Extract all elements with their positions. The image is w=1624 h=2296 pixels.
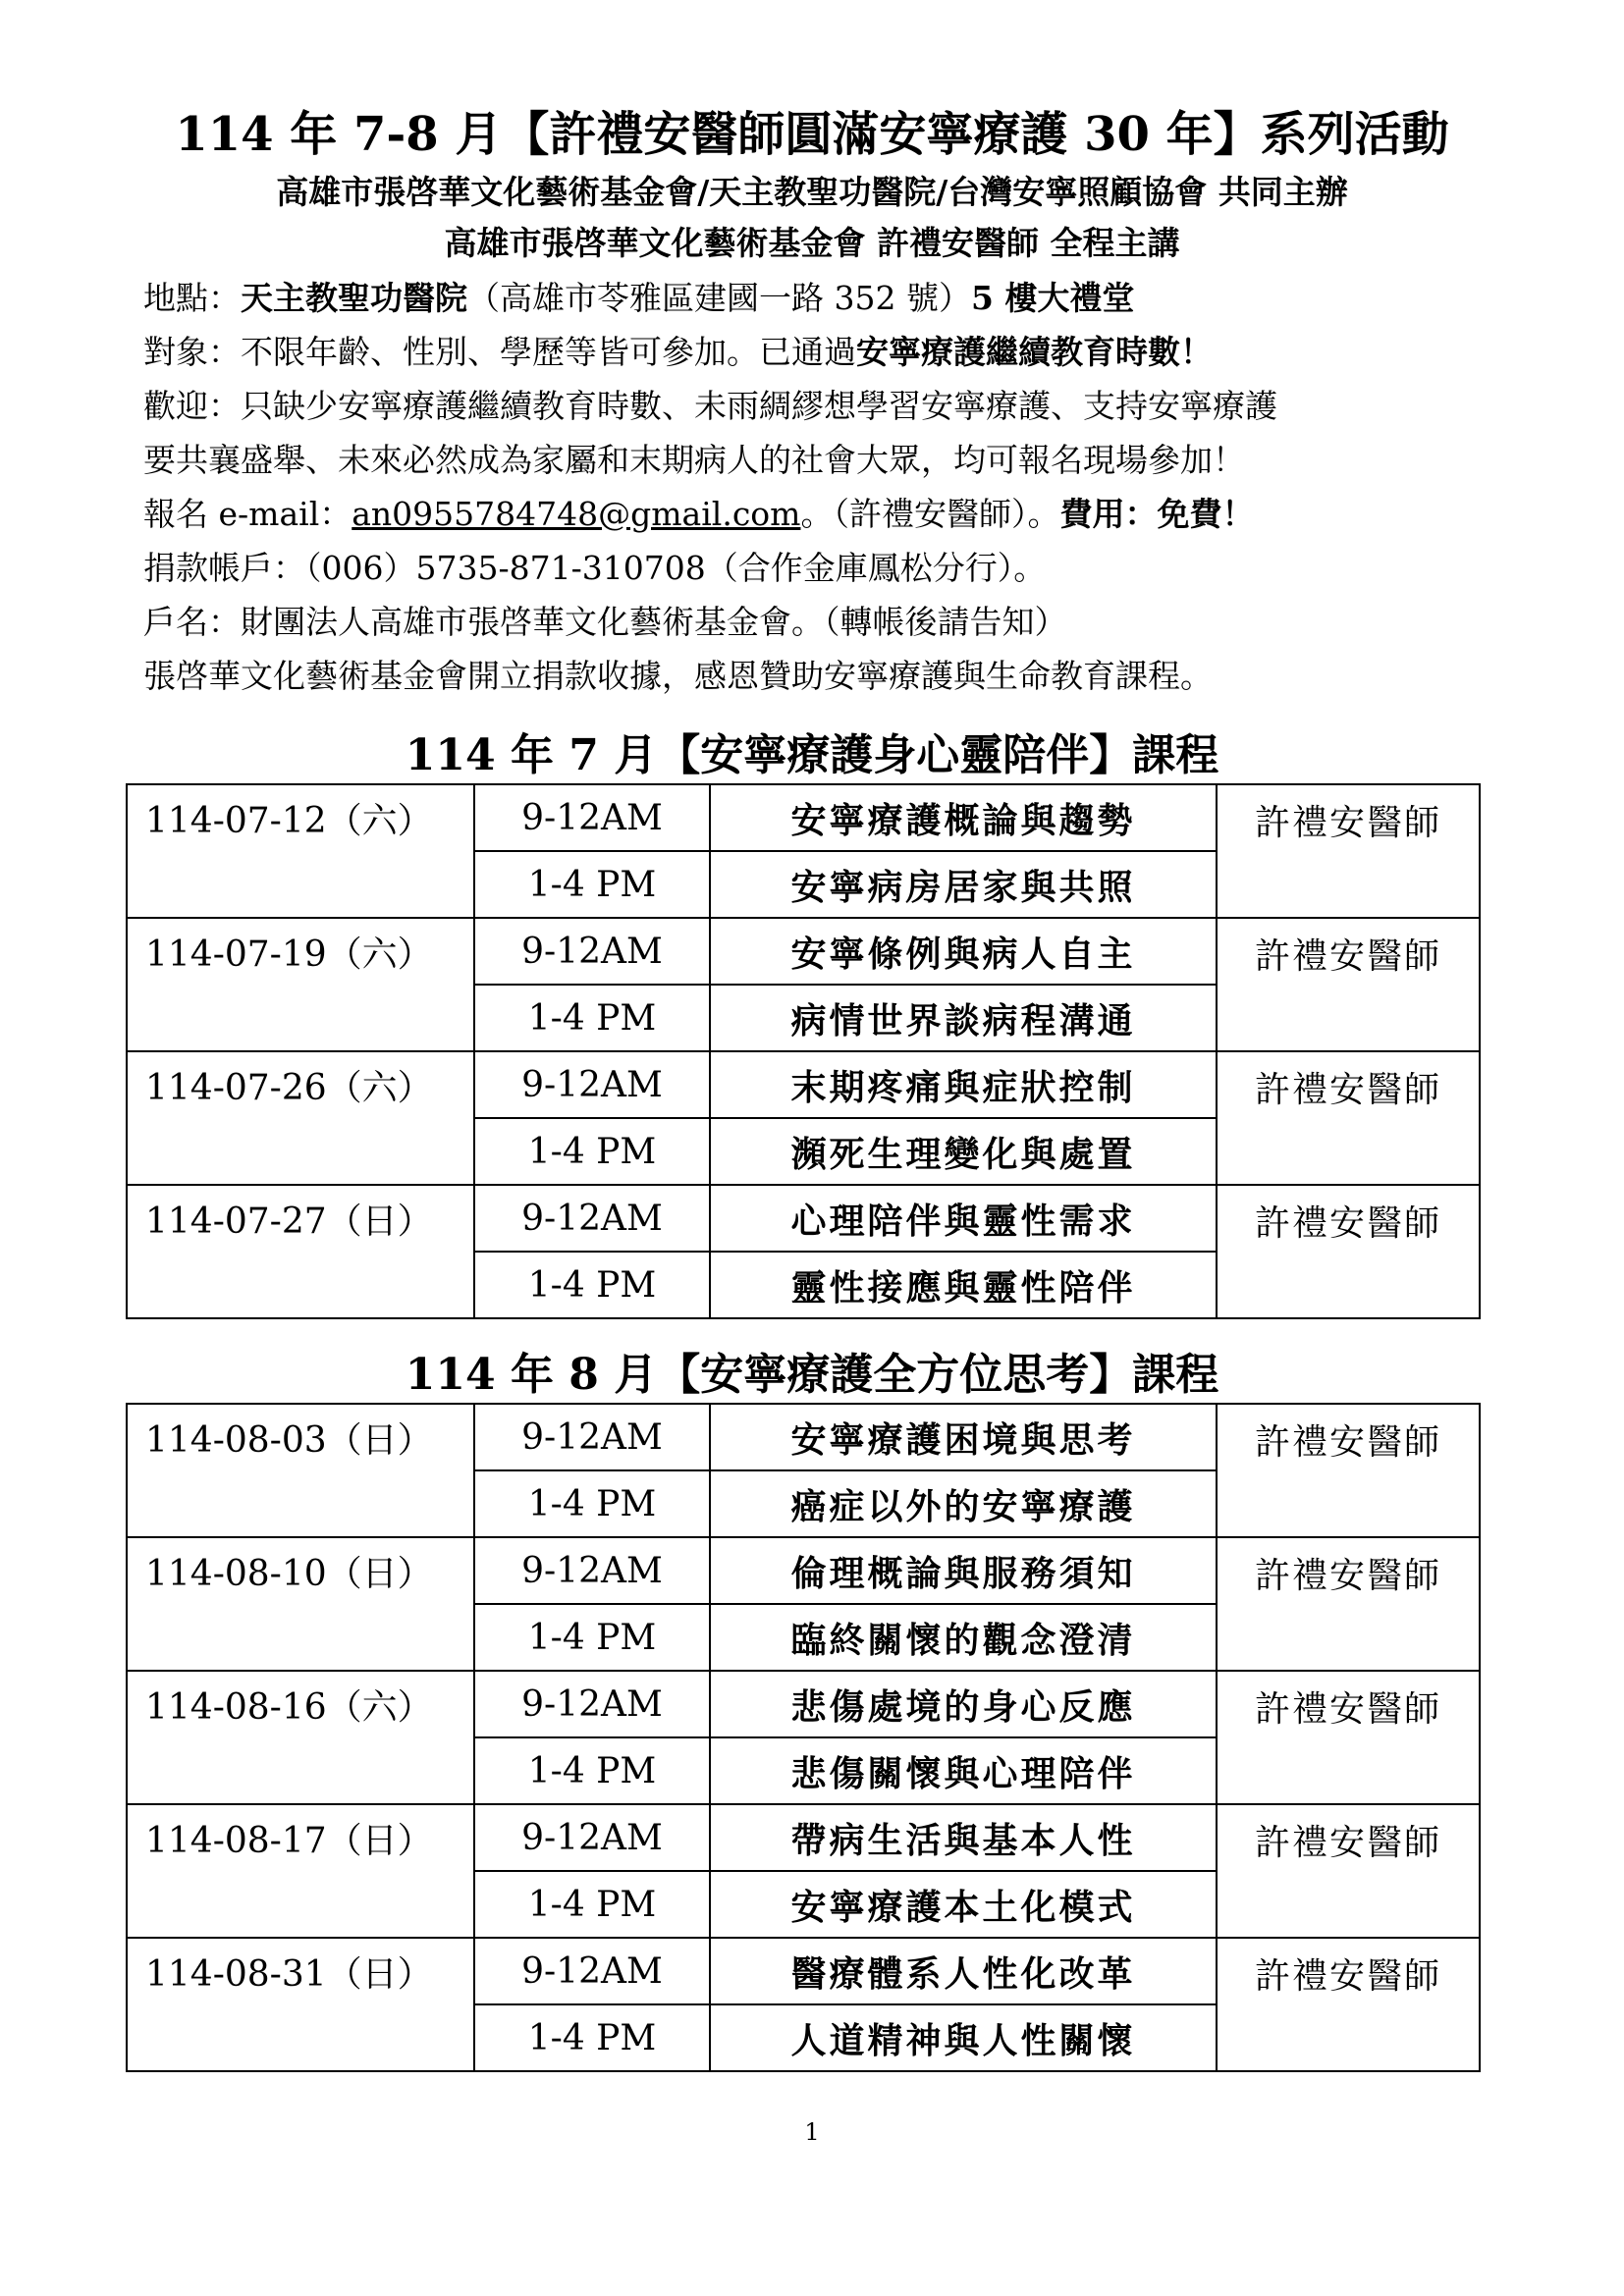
page-number: 1 (804, 2118, 820, 2146)
audience-line (143, 327, 1213, 373)
session-speaker: 許禮安醫師 (1217, 1185, 1480, 1318)
session-row-am (127, 1185, 1480, 1252)
session-row-am (127, 784, 1480, 851)
audience-text: 不限年齡、性別、學歷等皆可參加。已通過 (241, 333, 856, 371)
session-time-pm: 1-4 PM (474, 2004, 710, 2071)
session-speaker: 許禮安醫師 (1217, 1537, 1480, 1671)
account-name-line: 戶名：財團法人高雄市張啓華文化藝術基金會。（轉帳後請告知） (143, 603, 1067, 641)
session-date: 114-07-27（日） (127, 1185, 474, 1318)
session-topic-pm: 癌症以外的安寧療護 (710, 1470, 1217, 1537)
session-topic-pm: 人道精神與人性關懷 (710, 2004, 1217, 2071)
session-time-pm: 1-4 PM (474, 851, 710, 918)
session-row-am (127, 1804, 1480, 1871)
session-speaker: 許禮安醫師 (1217, 1804, 1480, 1938)
session-speaker: 許禮安醫師 (1217, 1671, 1480, 1804)
session-topic-am: 心理陪伴與靈性需求 (710, 1185, 1217, 1252)
session-topic-pm: 安寧療護本土化模式 (710, 1871, 1217, 1938)
session-topic-pm: 病情世界談病程溝通 (710, 985, 1217, 1051)
session-topic-am: 倫理概論與服務須知 (710, 1537, 1217, 1604)
session-time-pm: 1-4 PM (474, 1604, 710, 1671)
session-topic-pm: 瀕死生理變化與處置 (710, 1118, 1217, 1185)
session-time-pm: 1-4 PM (474, 1252, 710, 1318)
session-time-pm: 1-4 PM (474, 1118, 710, 1185)
august-schedule-table (126, 1403, 1481, 2072)
session-time-pm: 1-4 PM (474, 1470, 710, 1537)
session-speaker: 許禮安醫師 (1217, 784, 1480, 918)
july-schedule-table (126, 783, 1481, 1319)
session-time-am: 9-12AM (474, 918, 710, 985)
session-topic-am: 悲傷處境的身心反應 (710, 1671, 1217, 1737)
session-time-am: 9-12AM (474, 1804, 710, 1871)
donation-account-line: 捐款帳戶：（006）5735-871-310708（合作金庫鳳松分行）。 (143, 549, 1047, 587)
session-time-pm: 1-4 PM (474, 1737, 710, 1804)
session-topic-am: 安寧療護困境與思考 (710, 1404, 1217, 1470)
page-title: 114 年 7-8 月【許禮安醫師圓滿安寧療護 30 年】系列活動 (175, 107, 1449, 162)
welcome-line-2: 要共襄盛舉、未來必然成為家屬和末期病人的社會大眾，均可報名現場參加！ (143, 441, 1245, 479)
lecturer-line: 高雄市張啓華文化藝術基金會 許禮安醫師 全程主講 (444, 224, 1180, 262)
signup-line (143, 489, 1254, 535)
session-time-am: 9-12AM (474, 1671, 710, 1737)
session-speaker: 許禮安醫師 (1217, 1404, 1480, 1537)
audience-credit: 安寧療護繼續教育時數！ (856, 333, 1213, 371)
august-section-heading: 114 年 8 月【安寧療護全方位思考】課程 (405, 1350, 1219, 1400)
july-section-heading: 114 年 7 月【安寧療護身心靈陪伴】課程 (405, 730, 1219, 780)
session-time-am: 9-12AM (474, 784, 710, 851)
venue-name: 天主教聖功醫院 (241, 279, 467, 317)
session-time-am: 9-12AM (474, 1404, 710, 1470)
session-topic-am: 帶病生活與基本人性 (710, 1804, 1217, 1871)
venue-room: 5 樓大禮堂 (970, 279, 1135, 317)
session-speaker: 許禮安醫師 (1217, 1051, 1480, 1185)
session-topic-am: 醫療體系人性化改革 (710, 1938, 1217, 2004)
session-topic-am: 安寧條例與病人自主 (710, 918, 1217, 985)
session-date: 114-08-10（日） (127, 1537, 474, 1671)
session-row-am (127, 1537, 1480, 1604)
session-topic-pm: 悲傷關懷與心理陪伴 (710, 1737, 1217, 1804)
session-date: 114-08-31（日） (127, 1938, 474, 2071)
session-row-am (127, 1051, 1480, 1118)
session-topic-pm: 安寧病房居家與共照 (710, 851, 1217, 918)
session-time-am: 9-12AM (474, 1537, 710, 1604)
organizers-line: 高雄市張啓華文化藝術基金會/天主教聖功醫院/台灣安寧照顧協會 共同主辦 (276, 173, 1348, 211)
venue-address: （高雄市苓雅區建國一路 352 號） (467, 279, 971, 317)
session-time-am: 9-12AM (474, 1938, 710, 2004)
session-row-am (127, 1404, 1480, 1470)
fee-text: 費用：免費！ (1059, 495, 1255, 533)
session-topic-am: 末期疼痛與症狀控制 (710, 1051, 1217, 1118)
session-time-pm: 1-4 PM (474, 1871, 710, 1938)
session-date: 114-07-26（六） (127, 1051, 474, 1185)
signup-contact: 。（許禮安醫師）。 (800, 495, 1060, 533)
session-topic-am: 安寧療護概論與趨勢 (710, 784, 1217, 851)
session-date: 114-07-19（六） (127, 918, 474, 1051)
audience-label: 對象： (143, 333, 241, 371)
session-topic-pm: 臨終關懷的觀念澄清 (710, 1604, 1217, 1671)
session-date: 114-08-17（日） (127, 1804, 474, 1938)
session-speaker: 許禮安醫師 (1217, 1938, 1480, 2071)
session-date: 114-08-03（日） (127, 1404, 474, 1537)
session-topic-pm: 靈性接應與靈性陪伴 (710, 1252, 1217, 1318)
venue-line (143, 273, 1134, 319)
receipt-note-line: 張啓華文化藝術基金會開立捐款收據，感恩贊助安寧療護與生命教育課程。 (143, 657, 1213, 695)
session-date: 114-07-12（六） (127, 784, 474, 918)
session-time-pm: 1-4 PM (474, 985, 710, 1051)
session-row-am (127, 918, 1480, 985)
session-time-am: 9-12AM (474, 1185, 710, 1252)
session-date: 114-08-16（六） (127, 1671, 474, 1804)
venue-label: 地點： (143, 279, 241, 317)
session-row-am (127, 1671, 1480, 1737)
signup-email-link[interactable]: an0955784748@gmail.com (352, 495, 801, 533)
signup-label: 報名 e-mail： (143, 495, 352, 533)
welcome-line-1: 歡迎：只缺少安寧療護繼續教育時數、未雨綢繆想學習安寧療護、支持安寧療護 (143, 387, 1277, 425)
session-row-am (127, 1938, 1480, 2004)
session-speaker: 許禮安醫師 (1217, 918, 1480, 1051)
session-time-am: 9-12AM (474, 1051, 710, 1118)
